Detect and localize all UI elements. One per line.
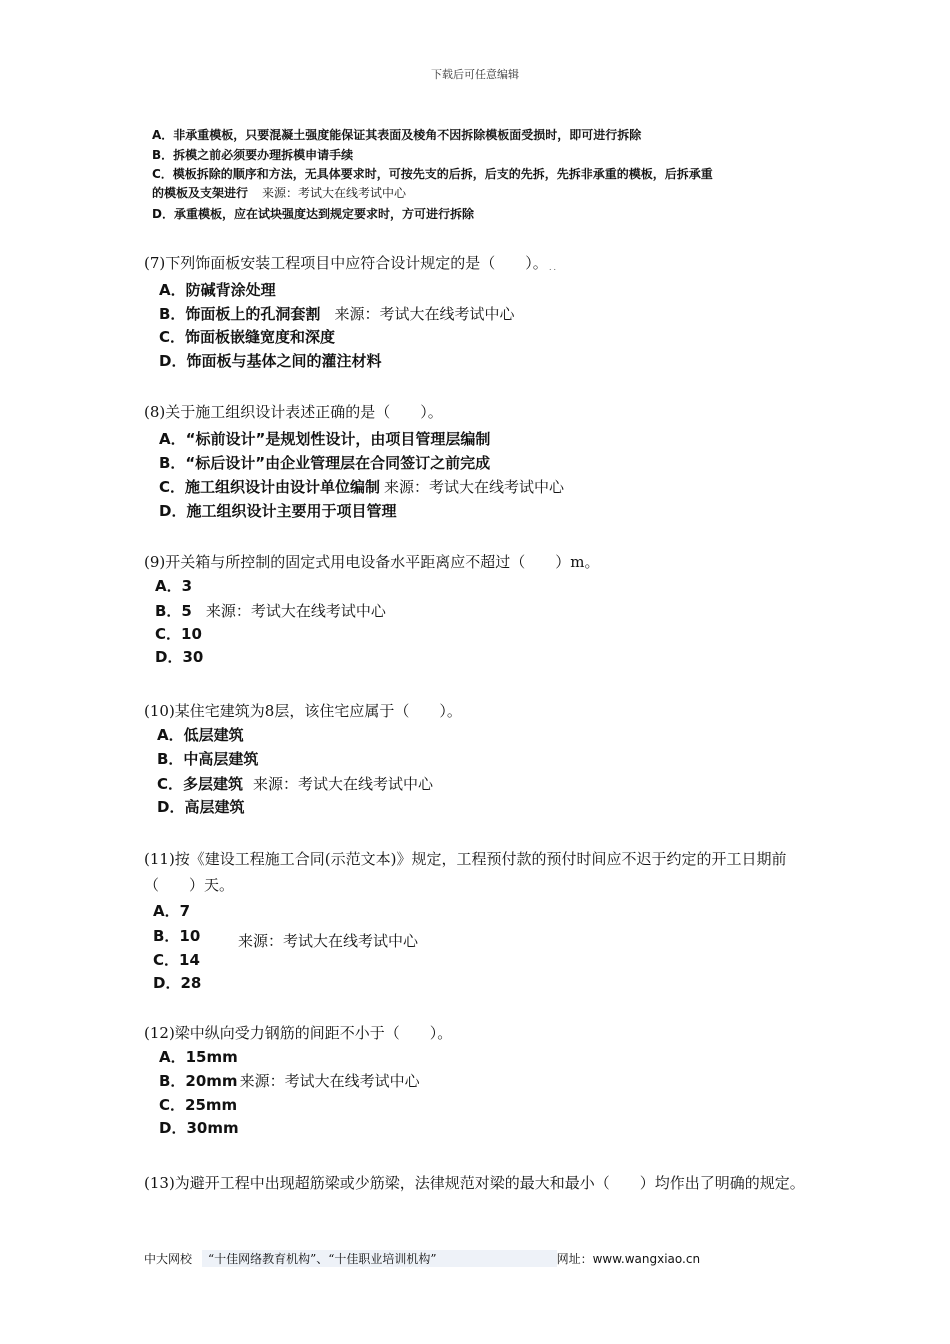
q8-option-a: A．“标前设计”是规划性设计，由项目管理层编制 xyxy=(159,430,491,448)
q10-option-b: B．中高层建筑 xyxy=(157,750,259,768)
q6-option-a: A．非承重模板，只要混凝土强度能保证其表面及棱角不因拆除模板面受损时，即可进行拆除 xyxy=(152,128,642,142)
q6-option-c-cont-text: 的模板及支架进行 xyxy=(152,186,249,200)
q11-stem: (11)按《建设工程施工合同(示范文本)》规定，工程预付款的预付时间应不迟于约定的开工日期前（ ）天。 xyxy=(144,850,787,894)
q6-option-c-cont xyxy=(152,184,406,201)
q9-option-c: C．10 xyxy=(155,625,202,643)
page-footer xyxy=(144,1250,700,1267)
q7-option-b xyxy=(159,303,514,324)
q8-option-c xyxy=(159,476,564,497)
q8-stem: (8)关于施工组织设计表述正确的是（ ）。 xyxy=(144,403,443,421)
q9-option-b xyxy=(155,600,386,621)
source-label: 来源：考试大在线考试中心 xyxy=(238,932,419,950)
q10-stem: (10)某住宅建筑为8层，该住宅应属于（ ）。 xyxy=(144,702,462,720)
q10-option-c xyxy=(157,773,433,794)
q12-stem: (12)梁中纵向受力钢筋的间距不小于（ ）。 xyxy=(144,1024,453,1042)
q12-option-d: D．30mm xyxy=(159,1119,239,1137)
q9-stem: (9)开关箱与所控制的固定式用电设备水平距离应不超过（ ）m。 xyxy=(144,553,600,571)
q10-option-a: A．低层建筑 xyxy=(157,726,244,744)
tick-mark: ˙˙ xyxy=(548,269,557,279)
source-label: 来源：考试大在线考试中心 xyxy=(205,602,386,620)
q11-option-d: D．28 xyxy=(153,974,202,992)
q8-option-b: B．“标后设计”由企业管理层在合同签订之前完成 xyxy=(159,454,491,472)
q9-option-d: D．30 xyxy=(155,648,204,666)
q12-option-b-text: B．20mm xyxy=(159,1072,238,1090)
source-label: 来源：考试大在线考试中心 xyxy=(253,775,434,793)
footer-slogan: “十佳网络教育机构”、“十佳职业培训机构” xyxy=(202,1250,557,1267)
q8-option-d: D．施工组织设计主要用于项目管理 xyxy=(159,502,397,520)
q7-option-b-text: B．饰面板上的孔洞套割 xyxy=(159,305,321,323)
q12-option-c: C．25mm xyxy=(159,1096,238,1114)
source-label: 来源：考试大在线考试中心 xyxy=(384,478,565,496)
q9-option-a: A．3 xyxy=(155,577,193,595)
footer-url-label: 网址： xyxy=(556,1252,593,1266)
q6-option-d: D．承重模板，应在试块强度达到规定要求时，方可进行拆除 xyxy=(152,207,474,221)
q6-option-c: C．模板拆除的顺序和方法，无具体要求时，可按先支的后拆，后支的先拆，先拆非承重的模板，后拆承重 xyxy=(152,167,713,181)
q12-option-b xyxy=(159,1070,420,1091)
q11-option-b: B．10 xyxy=(153,927,201,945)
q10-option-d: D．高层建筑 xyxy=(157,798,245,816)
q7-stem: (7)下列饰面板安装工程项目中应符合设计规定的是（ ）。 xyxy=(144,254,548,272)
q6-option-b: B．拆模之前必须要办理拆模申请手续 xyxy=(152,148,354,162)
q7-option-d: D．饰面板与基体之间的灌注材料 xyxy=(159,352,382,370)
q9-option-b-text: B．5 xyxy=(155,602,192,620)
q12-option-a: A．15mm xyxy=(159,1048,238,1066)
source-label: 来源：考试大在线考试中心 xyxy=(334,305,515,323)
footer-org: 中大网校 xyxy=(144,1252,193,1266)
q10-option-c-text: C．多层建筑 xyxy=(157,775,244,793)
q7-option-a: A．防碱背涂处理 xyxy=(159,281,276,299)
q8-option-c-text: C．施工组织设计由设计单位编制 xyxy=(159,478,381,496)
q11-option-a: A．7 xyxy=(153,902,191,920)
page-header: 下载后可任意编辑 xyxy=(431,68,519,81)
footer-url[interactable]: www.wangxiao.cn xyxy=(592,1252,701,1266)
source-label: 来源：考试大在线考试中心 xyxy=(239,1072,420,1090)
q13-stem: (13)为避开工程中出现超筋梁或少筋梁，法律规范对梁的最大和最小（ ）均作出了明确的规定。 xyxy=(144,1174,805,1192)
source-label: 来源：考试大在线考试中心 xyxy=(262,186,407,200)
q7-option-c: C．饰面板嵌缝宽度和深度 xyxy=(159,328,336,346)
q11-option-c: C．14 xyxy=(153,951,200,969)
